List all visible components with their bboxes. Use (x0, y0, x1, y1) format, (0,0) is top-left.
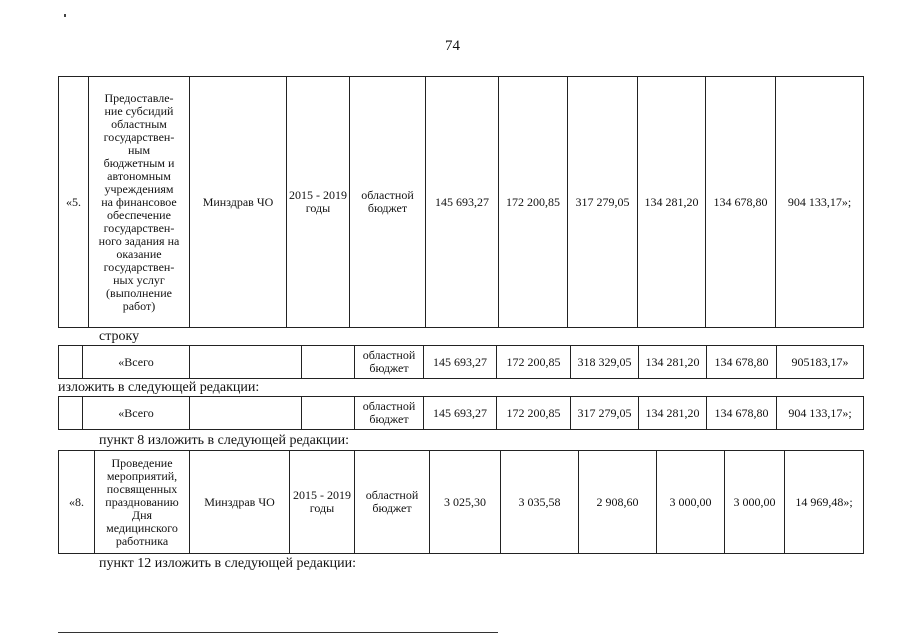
executor (190, 346, 302, 379)
table-total-old (58, 345, 864, 379)
event-name-line: государствен- (103, 259, 175, 274)
event-name-line: мероприятий, (106, 468, 178, 483)
event-name-line: посвященных (106, 481, 178, 496)
event-name-line: областным (111, 116, 167, 131)
table-total-new (58, 396, 864, 430)
value-2017: 317 279,05 (568, 77, 638, 328)
value-2017: 317 279,05 (571, 397, 639, 430)
event-name-line: государствен- (103, 220, 175, 235)
event-name-line: празднованию (105, 494, 179, 509)
value-2019: 134 678,80 (707, 346, 777, 379)
value-2017: 318 329,05 (571, 346, 639, 379)
event-name-line: учреждениям (104, 181, 174, 196)
event-name-line: Дня (131, 507, 153, 522)
value-2019: 134 678,80 (707, 397, 777, 430)
value-2016: 172 200,85 (497, 346, 571, 379)
event-name-line: государствен- (103, 129, 175, 144)
event-name-line: оказание (116, 246, 162, 261)
value-2016: 172 200,85 (499, 77, 568, 328)
event-name-line: медицинского (106, 520, 178, 535)
value-2017: 2 908,60 (579, 451, 657, 554)
text-point-12: пункт 12 изложить в следующей редакции: (99, 556, 356, 571)
funding-source: областной бюджет (355, 346, 424, 379)
value-2019: 3 000,00 (725, 451, 785, 554)
event-name-line: работника (115, 533, 169, 548)
event-name (89, 77, 190, 328)
executor: Минздрав ЧО (190, 77, 287, 328)
total-label: «Всего (83, 397, 190, 430)
text-point-8: пункт 8 изложить в следующей редакции: (99, 433, 349, 448)
value-total: 905183,17» (777, 346, 864, 379)
period: 2015 - 2019 годы (287, 77, 350, 328)
row-number (59, 397, 83, 430)
period (302, 397, 355, 430)
row-number (59, 346, 83, 379)
value-2016: 172 200,85 (497, 397, 571, 430)
value-2016: 3 035,58 (501, 451, 579, 554)
total-label: «Всего (83, 346, 190, 379)
value-2015: 3 025,30 (430, 451, 501, 554)
value-total: 904 133,17»; (777, 397, 864, 430)
value-2015: 145 693,27 (426, 77, 499, 328)
executor: Минздрав ЧО (190, 451, 290, 554)
funding-source: областной бюджет (350, 77, 426, 328)
value-2018: 134 281,20 (639, 397, 707, 430)
value-2019: 134 678,80 (706, 77, 776, 328)
period: 2015 - 2019 годы (290, 451, 355, 554)
value-total: 904 133,17»; (776, 77, 864, 328)
event-name-line: Проведение (111, 455, 173, 470)
value-2015: 145 693,27 (424, 397, 497, 430)
value-2018: 134 281,20 (639, 346, 707, 379)
event-name (95, 451, 190, 554)
event-name-line: на финансовое (101, 194, 177, 209)
funding-source: областной бюджет (355, 451, 430, 554)
page-number: 74 (445, 38, 460, 54)
event-name-line: ных услуг (113, 272, 165, 287)
period (302, 346, 355, 379)
text-stroku: строку (99, 329, 140, 344)
text-replace: изложить в следующей редакции: (58, 380, 260, 395)
event-name-line: работ) (122, 298, 156, 313)
row-number: «5. (59, 77, 89, 328)
value-2018: 3 000,00 (657, 451, 725, 554)
event-name-line: (выполнение (106, 285, 172, 300)
event-name-line: автономным (107, 168, 171, 183)
event-name-line: Предоставле- (104, 90, 174, 105)
table-row-5 (58, 76, 864, 328)
scan-mark (64, 14, 66, 17)
value-2015: 145 693,27 (424, 346, 497, 379)
event-name-line: ного задания на (98, 233, 180, 248)
value-2018: 134 281,20 (638, 77, 706, 328)
row-number: «8. (59, 451, 95, 554)
event-name-line: обеспечение (107, 207, 171, 222)
event-name-line: ным (127, 142, 151, 157)
event-name-line: ние субсидий (104, 103, 174, 118)
funding-source: областной бюджет (355, 397, 424, 430)
value-total: 14 969,48»; (785, 451, 864, 554)
table-row-8 (58, 450, 864, 554)
footnote-rule (58, 632, 498, 633)
executor (190, 397, 302, 430)
event-name-line: бюджетным и (103, 155, 175, 170)
